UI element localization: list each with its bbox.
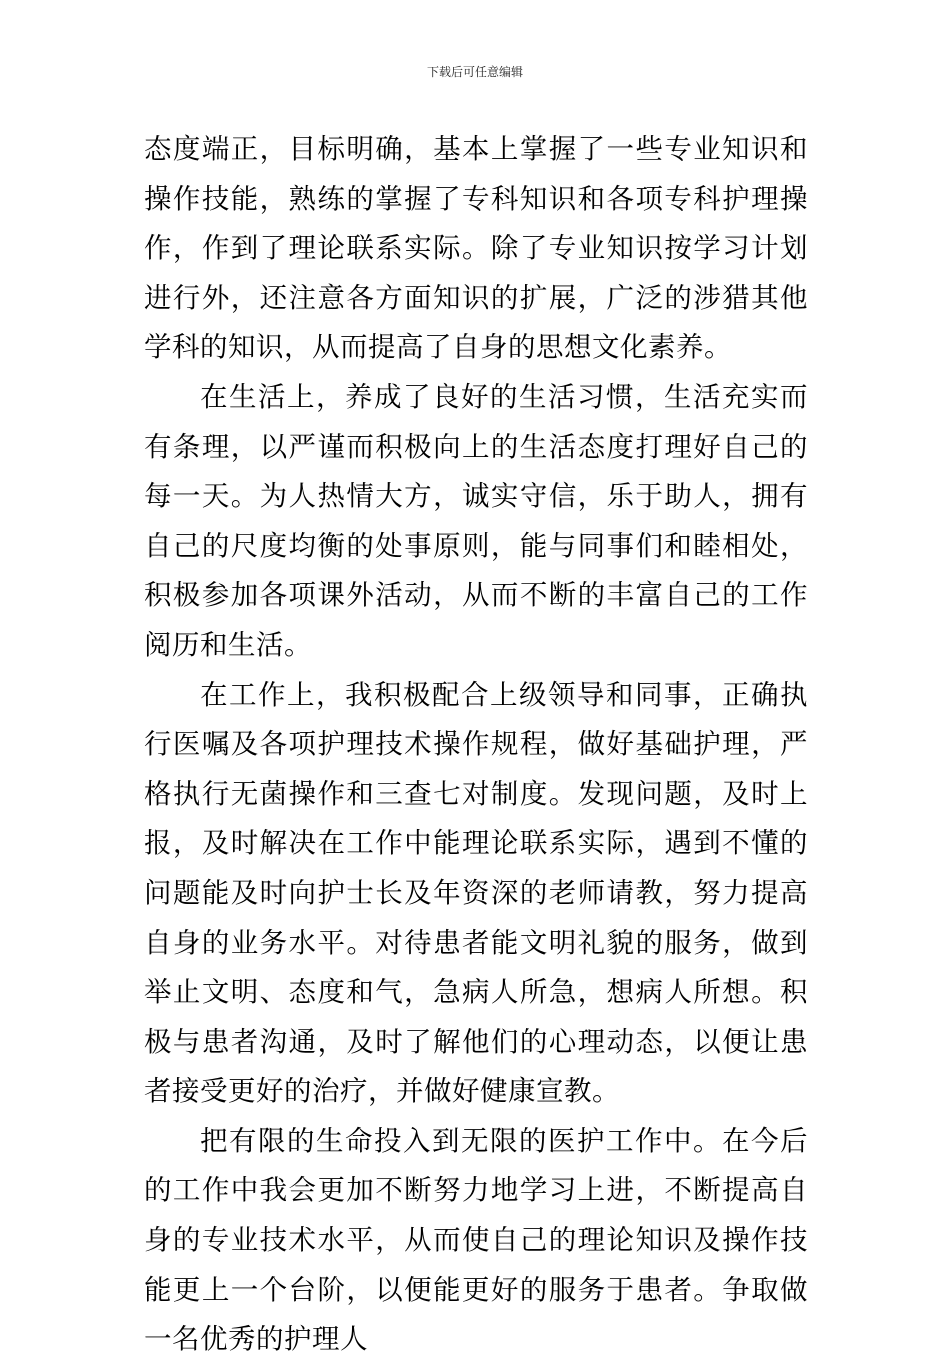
page-header: 下载后可任意编辑 xyxy=(426,65,523,79)
paragraph: 态度端正，目标明确，基本上掌握了一些专业知识和操作技能，熟练的掌握了专科知识和各项专科护理操作，作到了理论联系实际。除了专业知识按学习计划进行外，还注意各方面知识的扩展，广泛的涉猎其他学科的知识，从而提高了自身的思想文化素养。 xyxy=(144,133,808,364)
paragraph: 把有限的生命投入到无限的医护工作中。在今后的工作中我会更加不断努力地学习上进，不断提高自身的专业技术水平，从而使自己的理论知识及操作技能更上一个台阶，以便能更好的服务于患者。争取做一名优秀的护理人 xyxy=(144,1124,808,1356)
paragraph: 在工作上，我积极配合上级领导和同事，正确执行医嘱及各项护理技术操作规程，做好基础护理，严格执行无菌操作和三查七对制度。发现问题，及时上报，及时解决在工作中能理论联系实际，遇到不懂的问题能及时向护士长及年资深的老师请教，努力提高自身的业务水平。对待患者能文明礼貌的服务，做到举止文明、态度和气，急病人所急，想病人所想。积极与患者沟通，及时了解他们的心理动态，以便让患者接受更好的治疗，并做好健康宣教。 xyxy=(144,678,808,1108)
document-body xyxy=(144,125,808,1365)
paragraph: 在生活上，养成了良好的生活习惯，生活充实而有条理，以严谨而积极向上的生活态度打理好自己的每一天。为人热情大方，诚实守信，乐于助人，拥有自己的尺度均衡的处事原则，能与同事们和睦相处，积极参加各项课外活动，从而不断的丰富自己的工作阅历和生活。 xyxy=(144,380,808,661)
